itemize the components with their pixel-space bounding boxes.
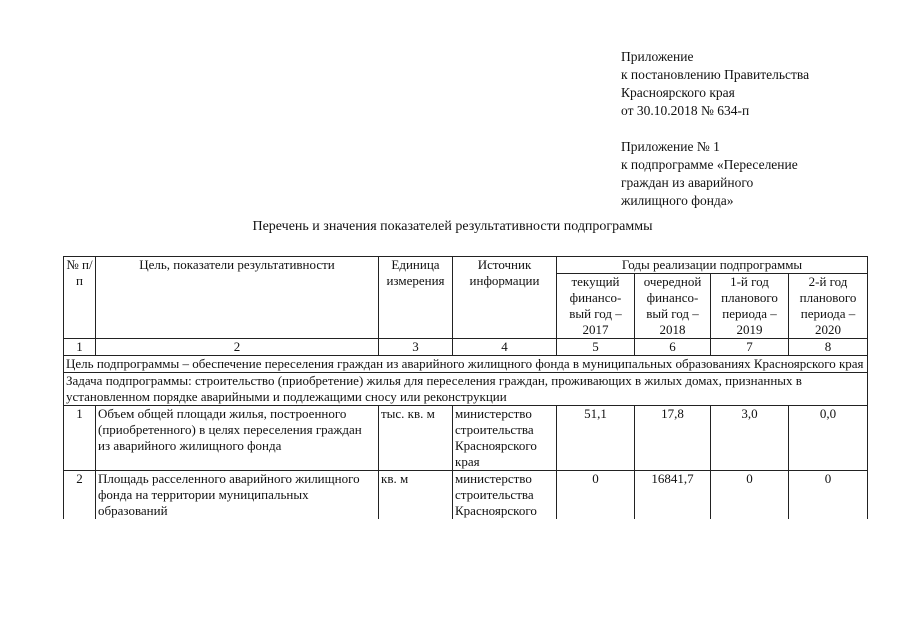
approval-header [621,48,809,210]
table-row [64,471,868,520]
col-num-header: № п/п [64,257,96,339]
goal-row [64,356,868,373]
index-row [64,339,868,356]
index-cell: 3 [379,339,453,356]
row-source: министерство строительства Красноярского края [453,406,557,471]
year-col-2020: 2-й год планового периода – 2020 [789,274,868,339]
task-row [64,373,868,406]
index-cell: 6 [635,339,711,356]
indicators-table [63,256,868,519]
header-line: Приложение № 1 [621,139,720,154]
row-name: Площадь расселенного аварийного жилищного фонда на территории муниципальных образований [96,471,379,520]
header-line: к подпрограмме «Переселение [621,157,798,172]
row-value-2017: 0 [557,471,635,520]
row-source: министерство строительства Красноярского [453,471,557,520]
index-cell: 1 [64,339,96,356]
row-value-2018: 17,8 [635,406,711,471]
header-line: граждан из аварийного [621,175,754,190]
row-value-2020: 0,0 [789,406,868,471]
row-value-2019: 0 [711,471,789,520]
row-value-2017: 51,1 [557,406,635,471]
task-text: Задача подпрограммы: строительство (приобретение) жилья для переселения граждан, проживающих в жилых домах, признанных в установленном порядке аварийными и подлежащими сносу или реконструкции [64,373,868,406]
header-line: Красноярского края [621,85,735,100]
header-line: Приложение [621,49,694,64]
index-cell: 5 [557,339,635,356]
row-value-2020: 0 [789,471,868,520]
year-col-2017: текущий финансо-вый год – 2017 [557,274,635,339]
col-goal-header: Цель, показатели результативности [96,257,379,339]
goal-text: Цель подпрограммы – обеспечение переселения граждан из аварийного жилищного фонда в муниципальных образованиях Красноярского края [64,356,868,373]
index-cell: 4 [453,339,557,356]
col-source-header: Источник информации [453,257,557,339]
row-num: 2 [64,471,96,520]
header-line: к постановлению Правительства [621,67,810,82]
row-unit: кв. м [379,471,453,520]
index-cell: 2 [96,339,379,356]
header-row [64,257,868,274]
year-col-2019: 1-й год планового периода – 2019 [711,274,789,339]
index-cell: 8 [789,339,868,356]
row-value-2018: 16841,7 [635,471,711,520]
table-row [64,406,868,471]
index-cell: 7 [711,339,789,356]
header-line: от 30.10.2018 № 634-п [621,103,750,118]
row-name: Объем общей площади жилья, построенного (приобретенного) в целях переселения граждан из аварийного жилищного фонда [96,406,379,471]
document-title: Перечень и значения показателей результативности подпрограммы [252,219,653,234]
col-unit-header: Единица измерения [379,257,453,339]
header-line: жилищного фонда» [621,193,734,208]
row-unit: тыс. кв. м [379,406,453,471]
row-value-2019: 3,0 [711,406,789,471]
row-num: 1 [64,406,96,471]
year-col-2018: очередной финансо-вый год – 2018 [635,274,711,339]
col-years-header: Годы реализации подпрограммы [557,257,868,274]
